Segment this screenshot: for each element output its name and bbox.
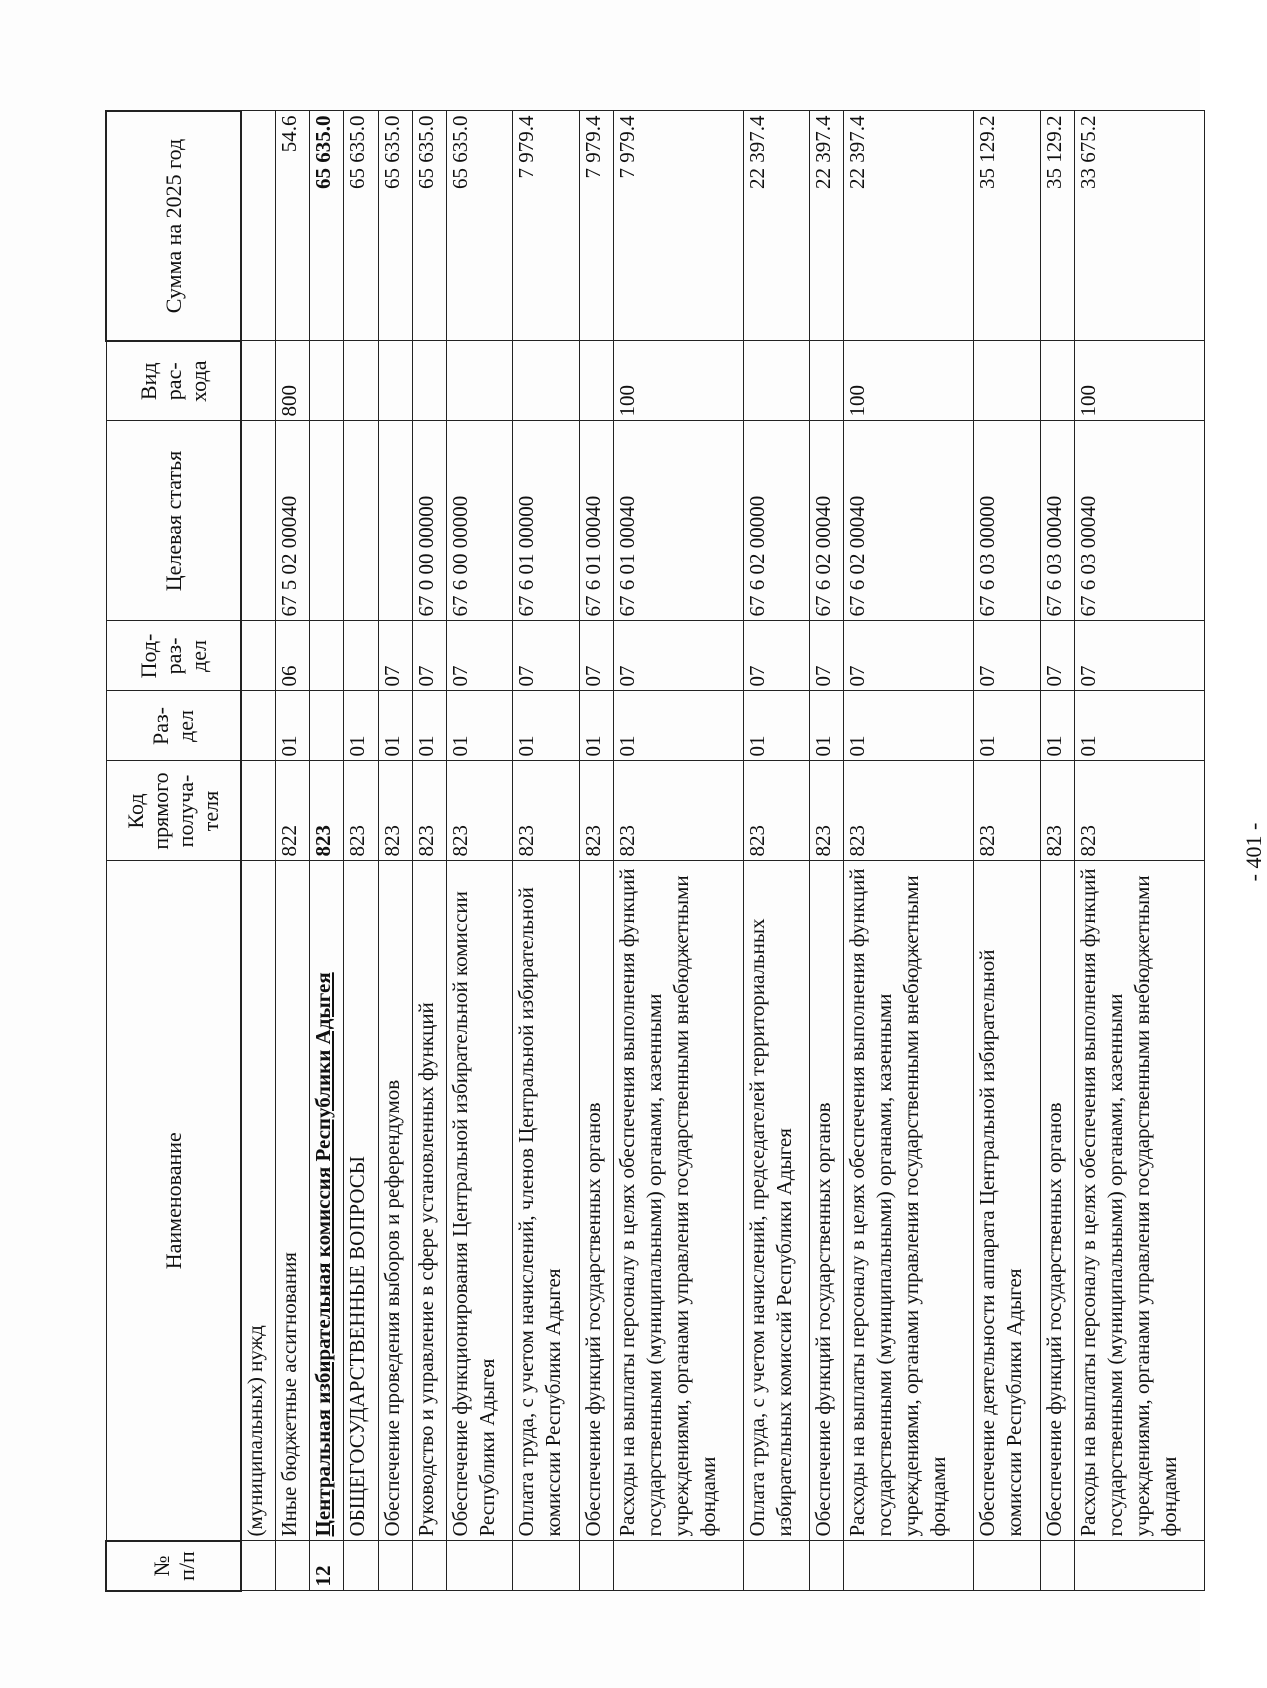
expense-type-cell: 100 (613, 341, 743, 421)
section-cell: 01 (743, 691, 809, 761)
expense-type-cell: 100 (844, 341, 974, 421)
sum-cell: 33 675.2 (1074, 111, 1204, 341)
sum-cell: 7 979.4 (613, 111, 743, 341)
recipient-code-cell: 823 (579, 761, 613, 861)
expense-type-cell: 800 (275, 341, 309, 421)
row-number-cell (412, 1541, 446, 1591)
table-header-row (106, 111, 241, 1591)
subsection-cell: 07 (810, 621, 844, 691)
table-row (447, 111, 513, 1591)
row-number-cell (974, 1541, 1040, 1591)
table-row (743, 111, 809, 1591)
table-row (310, 111, 344, 1591)
target-article-cell (241, 421, 275, 621)
sum-cell: 7 979.4 (579, 111, 613, 341)
subsection-cell: 07 (579, 621, 613, 691)
column-header-number: № п/п (106, 1541, 241, 1591)
row-number-cell (344, 1541, 378, 1591)
expense-type-cell (310, 341, 344, 421)
column-header-target-article: Целевая статья (106, 421, 241, 621)
row-number-cell: 12 (310, 1541, 344, 1591)
recipient-code-cell: 823 (447, 761, 513, 861)
recipient-code-cell: 823 (344, 761, 378, 861)
target-article-cell: 67 6 03 00000 (974, 421, 1040, 621)
table-row (412, 111, 446, 1591)
table-row (844, 111, 974, 1591)
item-name-cell: Расходы на выплаты персоналу в целях обеспечения выполнения функций государственными (муниципальными) органами, казенными учреждениями, органами управления государственными внебюджетными фондами (844, 861, 974, 1541)
expense-type-cell (579, 341, 613, 421)
sum-cell: 22 397.4 (743, 111, 809, 341)
target-article-cell: 67 6 02 00040 (810, 421, 844, 621)
target-article-cell: 67 6 02 00040 (844, 421, 974, 621)
subsection-cell: 07 (1040, 621, 1074, 691)
row-number-cell (743, 1541, 809, 1591)
row-number-cell (513, 1541, 579, 1591)
row-number-cell (579, 1541, 613, 1591)
subsection-cell: 07 (613, 621, 743, 691)
sum-cell: 35 129.2 (1040, 111, 1074, 341)
column-header-sum-2025: Сумма на 2025 год (106, 111, 241, 341)
item-name-cell: Иные бюджетные ассигнования (275, 861, 309, 1541)
sum-cell: 7 979.4 (513, 111, 579, 341)
section-cell: 01 (378, 691, 412, 761)
expense-type-cell (513, 341, 579, 421)
section-cell: 01 (1074, 691, 1204, 761)
subsection-cell: 07 (513, 621, 579, 691)
table-row (579, 111, 613, 1591)
section-cell (310, 691, 344, 761)
section-cell: 01 (275, 691, 309, 761)
column-header-name: Наименование (106, 861, 241, 1541)
target-article-cell: 67 6 01 00040 (579, 421, 613, 621)
table-row (1040, 111, 1074, 1591)
budget-table (105, 110, 1205, 1592)
subsection-cell (310, 621, 344, 691)
item-name-cell: Оплата труда, с учетом начислений, председателей территориальных избирательных комиссий Республики Адыгея (743, 861, 809, 1541)
table-row (275, 111, 309, 1591)
row-number-cell (241, 1541, 275, 1591)
table-row (810, 111, 844, 1591)
target-article-cell: 67 5 02 00040 (275, 421, 309, 621)
table-body (241, 111, 1205, 1591)
section-cell: 01 (613, 691, 743, 761)
expense-type-cell (447, 341, 513, 421)
page-number: - 401 - (1241, 822, 1266, 882)
section-cell (241, 691, 275, 761)
column-header-expense-type: Вид рас-хода (106, 341, 241, 421)
table-row (513, 111, 579, 1591)
sum-cell: 65 635.0 (378, 111, 412, 341)
row-number-cell (810, 1541, 844, 1591)
expense-type-cell (344, 341, 378, 421)
subsection-cell: 07 (378, 621, 412, 691)
item-name-cell: Обеспечение функционирования Центральной избирательной комиссии Республики Адыгея (447, 861, 513, 1541)
target-article-cell (310, 421, 344, 621)
section-cell: 01 (447, 691, 513, 761)
section-cell: 01 (412, 691, 446, 761)
expense-type-cell (810, 341, 844, 421)
subsection-cell (241, 621, 275, 691)
item-name-cell: Обеспечение деятельности аппарата Центральной избирательной комиссии Республики Адыгея (974, 861, 1040, 1541)
target-article-cell: 67 6 02 00000 (743, 421, 809, 621)
target-article-cell: 67 0 00 00000 (412, 421, 446, 621)
recipient-code-cell: 823 (1040, 761, 1074, 861)
section-cell: 01 (344, 691, 378, 761)
expense-type-cell (1040, 341, 1074, 421)
target-article-cell (344, 421, 378, 621)
row-number-cell (613, 1541, 743, 1591)
recipient-code-cell: 822 (275, 761, 309, 861)
expense-type-cell (378, 341, 412, 421)
row-number-cell (1074, 1541, 1204, 1591)
subsection-cell (344, 621, 378, 691)
sum-cell: 22 397.4 (810, 111, 844, 341)
subsection-cell: 07 (447, 621, 513, 691)
sum-cell: 54.6 (275, 111, 309, 341)
section-cell: 01 (1040, 691, 1074, 761)
item-name-cell: Руководство и управление в сфере установленных функций (412, 861, 446, 1541)
table-row (344, 111, 378, 1591)
expense-type-cell (412, 341, 446, 421)
target-article-cell: 67 6 01 00040 (613, 421, 743, 621)
item-name-cell: Расходы на выплаты персоналу в целях обеспечения выполнения функций государственными (муниципальными) органами, казенными учреждениями, органами управления государственными внебюджетными фондами (1074, 861, 1204, 1541)
table-row (974, 111, 1040, 1591)
section-cell: 01 (579, 691, 613, 761)
item-name-cell: Обеспечение функций государственных органов (810, 861, 844, 1541)
subsection-cell: 07 (844, 621, 974, 691)
row-number-cell (378, 1541, 412, 1591)
item-name-cell: Центральная избирательная комиссия Республики Адыгея (310, 861, 344, 1541)
target-article-cell: 67 6 03 00040 (1074, 421, 1204, 621)
subsection-cell: 07 (974, 621, 1040, 691)
recipient-code-cell: 823 (1074, 761, 1204, 861)
item-name-cell: Обеспечение функций государственных органов (579, 861, 613, 1541)
subsection-cell: 07 (1074, 621, 1204, 691)
sum-cell: 65 635.0 (447, 111, 513, 341)
target-article-cell: 67 6 03 00040 (1040, 421, 1074, 621)
expense-type-cell (241, 341, 275, 421)
row-number-cell (275, 1541, 309, 1591)
section-cell: 01 (810, 691, 844, 761)
section-cell: 01 (513, 691, 579, 761)
table-row (1074, 111, 1204, 1591)
sum-cell: 65 635.0 (310, 111, 344, 341)
table-row (241, 111, 275, 1591)
row-number-cell (447, 1541, 513, 1591)
subsection-cell: 07 (743, 621, 809, 691)
item-name-cell: ОБЩЕГОСУДАРСТВЕННЫЕ ВОПРОСЫ (344, 861, 378, 1541)
column-header-recipient-code: Код прямого получа-теля (106, 761, 241, 861)
expense-type-cell (743, 341, 809, 421)
recipient-code-cell: 823 (513, 761, 579, 861)
recipient-code-cell: 823 (613, 761, 743, 861)
sum-cell: 35 129.2 (974, 111, 1040, 341)
column-header-section: Раз-дел (106, 691, 241, 761)
table-row (378, 111, 412, 1591)
row-number-cell (1040, 1541, 1074, 1591)
table-row (613, 111, 743, 1591)
subsection-cell: 06 (275, 621, 309, 691)
row-number-cell (844, 1541, 974, 1591)
subsection-cell: 07 (412, 621, 446, 691)
sum-cell: 65 635.0 (412, 111, 446, 341)
target-article-cell (378, 421, 412, 621)
section-cell: 01 (974, 691, 1040, 761)
recipient-code-cell: 823 (743, 761, 809, 861)
sum-cell: 22 397.4 (844, 111, 974, 341)
item-name-cell: Расходы на выплаты персоналу в целях обеспечения выполнения функций государственными (муниципальными) органами, казенными учреждениями, органами управления государственными внебюджетными фондами (613, 861, 743, 1541)
expense-type-cell: 100 (1074, 341, 1204, 421)
item-name-cell: (муниципальных) нужд (241, 861, 275, 1541)
item-name-cell: Обеспечение проведения выборов и референдумов (378, 861, 412, 1541)
item-name-cell: Обеспечение функций государственных органов (1040, 861, 1074, 1541)
recipient-code-cell: 823 (810, 761, 844, 861)
rotated-content (105, 112, 1266, 1592)
expense-type-cell (974, 341, 1040, 421)
sum-cell (241, 111, 275, 341)
section-cell: 01 (844, 691, 974, 761)
recipient-code-cell: 823 (310, 761, 344, 861)
sum-cell: 65 635.0 (344, 111, 378, 341)
recipient-code-cell (241, 761, 275, 861)
recipient-code-cell: 823 (844, 761, 974, 861)
recipient-code-cell: 823 (412, 761, 446, 861)
item-name-cell: Оплата труда, с учетом начислений, членов Центральной избирательной комиссии Республики Адыгея (513, 861, 579, 1541)
target-article-cell: 67 6 00 00000 (447, 421, 513, 621)
column-header-subsection: Под-раз-дел (106, 621, 241, 691)
target-article-cell: 67 6 01 00000 (513, 421, 579, 621)
recipient-code-cell: 823 (378, 761, 412, 861)
recipient-code-cell: 823 (974, 761, 1040, 861)
